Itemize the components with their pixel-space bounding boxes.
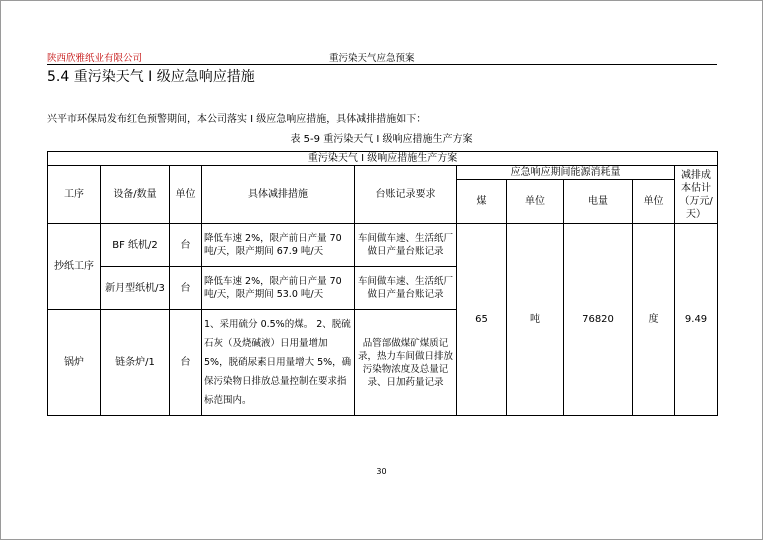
header-unit: 单位 [170,166,202,224]
cell-unit: 台 [170,310,202,416]
intro-paragraph: 兴平市环保局发布红色预警期间，本公司落实 I 级应急响应措施，具体减排措施如下： [47,114,427,125]
cell-cost: 9.49 [675,224,718,416]
cell-unit: 台 [170,224,202,267]
table-caption: 表 5-9 重污染天气 I 级响应措施生产方案 [290,134,473,145]
cell-unit: 台 [170,267,202,310]
cell-process: 锅炉 [48,310,101,416]
cell-records: 车间做车速、生活纸厂做日产量台账记录 [355,267,457,310]
cell-coal: 65 [457,224,507,416]
table-title: 重污染天气 I 级响应措施生产方案 [48,152,718,166]
page-header [47,50,717,65]
cell-measures: 降低车速 2%，限产前日产量 70 吨/天，限产期间 53.0 吨/天 [202,267,355,310]
cell-equipment: 新月型纸机/3 [101,267,170,310]
header-electricity: 电量 [564,180,633,224]
cell-records: 车间做车速、生活纸厂做日产量台账记录 [355,224,457,267]
document-title: 重污染天气应急预案 [329,53,415,64]
cell-process: 抄纸工序 [48,224,101,310]
header-measures: 具体减排措施 [202,166,355,224]
header-process: 工序 [48,166,101,224]
cell-coal-unit: 吨 [507,224,564,416]
cell-measures: 降低车速 2%，限产前日产量 70 吨/天，限产期间 67.9 吨/天 [202,224,355,267]
measures-table [47,151,718,416]
section-title: 5.4 重污染天气 I 级应急响应措施 [47,69,255,85]
table-row [48,224,718,267]
header-cost: 减排成本估计（万元/天） [675,166,718,224]
header-energy-group: 应急响应期间能源消耗量 [457,166,675,180]
page-number: 30 [376,467,387,476]
cell-equipment: BF 纸机/2 [101,224,170,267]
header-coal: 煤 [457,180,507,224]
header-equipment: 设备/数量 [101,166,170,224]
cell-records: 品管部做煤矿煤质记录，热力车间做日排放污染物浓度及总量记录、日加药量记录 [355,310,457,416]
cell-electricity: 76820 [564,224,633,416]
cell-elec-unit: 度 [633,224,675,416]
cell-measures: 1、采用硫分 0.5%的煤。 2、脱硫石灰（及烧碱液）日用量增加 5%，脱硝尿素日用量增大 5%，确保污染物日排放总量控制在要求指标范围内。 [202,310,355,416]
header-elec-unit: 单位 [633,180,675,224]
header-records: 台账记录要求 [355,166,457,224]
header-coal-unit: 单位 [507,180,564,224]
company-name: 陕西欣雅纸业有限公司 [47,53,143,64]
cell-equipment: 链条炉/1 [101,310,170,416]
